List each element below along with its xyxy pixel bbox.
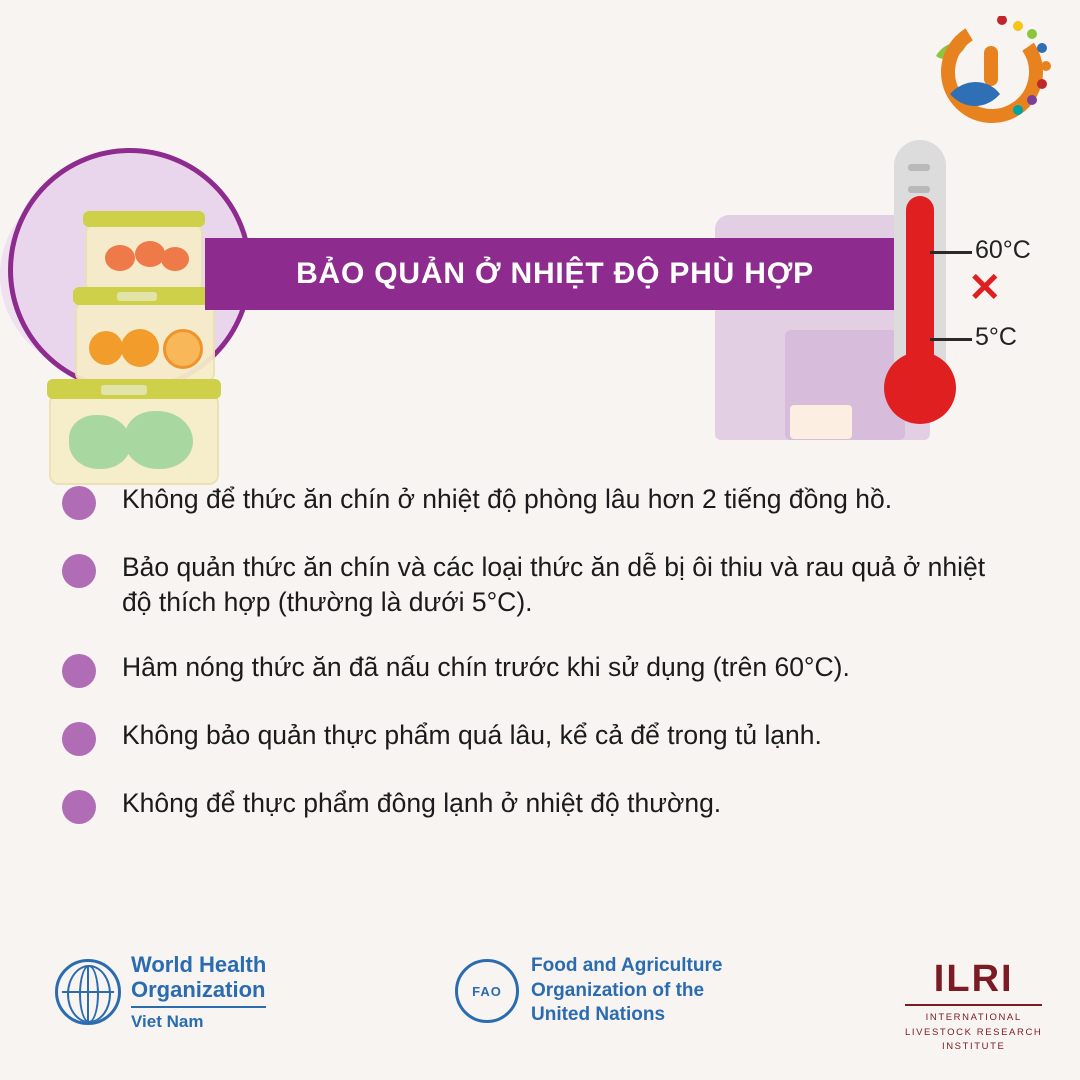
container-top-lid [83,211,205,227]
thermometer-low-label: 5°C [975,323,1017,351]
tips-list [62,482,1022,854]
carrot-piece-icon [135,241,165,267]
refrigerator-drawer [790,405,852,439]
carrot-piece-icon [161,247,189,271]
list-item [62,786,1022,824]
thermometer-tick [908,164,930,171]
hero-illustration [0,0,1080,470]
vegetable-icon [125,411,193,469]
fao-line-1: Food and Agriculture [531,955,723,976]
list-item-text: Bảo quản thức ăn chín và các loại thức ăn dễ bị ôi thiu và rau quả ở nhiệt độ thích hợp (thường là dưới 5°C). [122,552,986,617]
fao-logo [455,954,722,1028]
fao-logo-text [531,954,722,1028]
who-line-1: World Health [131,952,267,977]
ilri-sub-2: LIVESTOCK RESEARCH [905,1026,1043,1038]
bullet-icon [62,790,96,824]
ilri-sub-3: INSTITUTE [941,1041,1006,1053]
list-item [62,550,1022,620]
orange-fruit-icon [89,331,123,365]
list-item [62,718,1022,756]
who-globe-ellipse [79,965,99,1023]
campaign-logo [914,16,1054,136]
who-emblem-icon [55,959,121,1025]
who-line-2: Organization [131,977,266,1003]
who-country: Viet Nam [131,1006,266,1032]
footer-logos [0,942,1080,1062]
ilri-logo [905,960,1042,1055]
fao-emblem-icon: FAO [455,959,519,1023]
list-item-text: Không bảo quản thực phẩm quá lâu, kể cả để trong tủ lạnh. [122,719,822,750]
page-title: BẢO QUẢN Ở NHIỆT ĐỘ PHÙ HỢP [296,257,814,290]
thermometer-leader-high [930,251,972,254]
thermometer-leader-low [930,338,972,341]
orange-fruit-icon [121,329,159,367]
title-banner [205,238,905,310]
list-item-text: Không để thức ăn chín ở nhiệt độ phòng lâu hơn 2 tiếng đồng hồ. [122,484,893,514]
danger-zone-cross-icon: ✕ [968,266,1002,310]
fao-line-3: United Nations [531,1004,666,1026]
bullet-icon [62,654,96,688]
bullet-icon [62,722,96,756]
ilri-sub-1: INTERNATIONAL [925,1012,1022,1023]
thermometer-tick [908,186,930,193]
list-item [62,482,1022,520]
list-item-text: Không để thực phẩm đông lạnh ở nhiệt độ thường. [122,787,722,818]
who-logo-text [131,952,266,1032]
bullet-icon [62,486,96,520]
container-middle-tab [117,292,157,301]
fao-line-2: Organization of the [531,979,705,1001]
carrot-piece-icon [105,245,135,271]
ilri-name: ILRI [933,958,1014,1000]
orange-half-icon [163,329,203,369]
bullet-icon [62,554,96,588]
ilri-divider [905,1004,1042,1006]
list-item [62,650,1022,688]
thermometer-high-label: 60°C [975,236,1031,264]
thermometer-bulb [884,352,956,424]
list-item-text: Hâm nóng thức ăn đã nấu chín trước khi sử dụng (trên 60°C). [122,651,850,682]
container-bottom-tab [101,385,147,395]
who-logo [55,952,266,1032]
vegetable-icon [69,415,131,469]
